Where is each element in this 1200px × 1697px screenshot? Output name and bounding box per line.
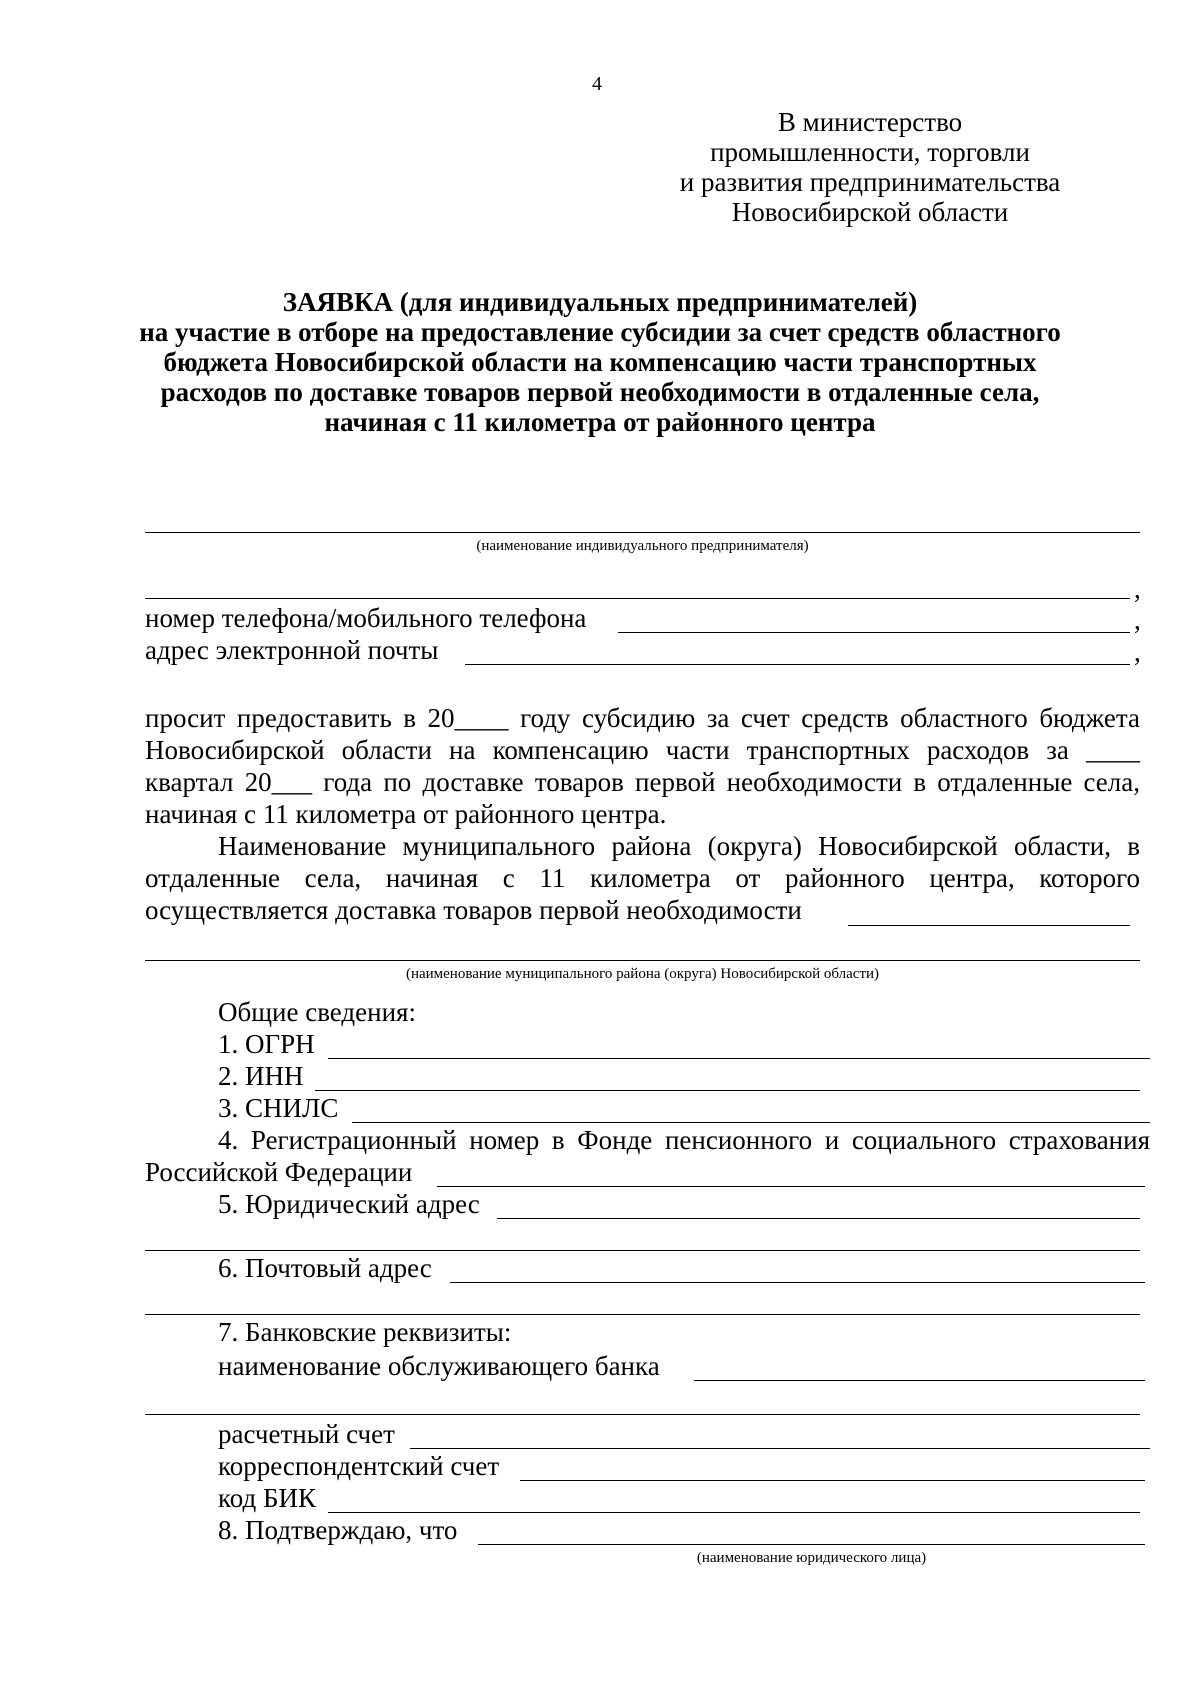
reg-number-field[interactable]	[437, 1186, 1145, 1187]
district-inline-field[interactable]	[848, 925, 1130, 926]
ip-name-caption: (наименование индивидуального предпринимателя)	[476, 538, 809, 554]
reg-number-label: 4. Регистрационный номер в Фонде пенсионного и социального страхования	[218, 1125, 1150, 1155]
title-line: на участие в отборе на предоставление субсидии за счет средств областного	[139, 317, 1061, 347]
reg-number-label-2: Российской Федерации	[145, 1157, 413, 1187]
bank-name-label: наименование обслуживающего банка	[218, 1351, 660, 1381]
snils-field[interactable]	[352, 1122, 1150, 1123]
addressee-line: промышленности, торговли	[710, 137, 1030, 167]
legal-entity-caption: (наименование юридического лица)	[696, 1550, 927, 1566]
bik-label: код БИК	[218, 1483, 316, 1513]
bank-name-field-2[interactable]	[145, 1414, 1140, 1415]
addressee-line: В министерство	[777, 107, 963, 137]
bank-details-heading: 7. Банковские реквизиты:	[218, 1317, 512, 1347]
legal-address-label: 5. Юридический адрес	[218, 1189, 480, 1219]
title-line: ЗАЯВКА (для индивидуальных предпринимателей)	[282, 287, 918, 317]
general-info-heading: Общие сведения:	[218, 997, 416, 1027]
email-field[interactable]	[465, 664, 1130, 665]
correspondent-account-field[interactable]	[520, 1480, 1145, 1481]
legal-address-field[interactable]	[497, 1218, 1140, 1219]
email-label: адрес электронной почты	[145, 635, 439, 665]
ogrn-label: 1. ОГРН	[218, 1029, 315, 1059]
paragraph-line: Наименование муниципального района (округа) Новосибирской области, в	[218, 831, 1140, 861]
paragraph-line: отдаленные села, начиная с 11 километра от районного центра, которого	[145, 863, 1140, 893]
phone-field[interactable]	[618, 632, 1130, 633]
snils-label: 3. СНИЛС	[218, 1093, 339, 1123]
legal-address-field-2[interactable]	[145, 1250, 1140, 1251]
paragraph-line: осуществляется доставка товаров первой необходимости	[145, 895, 802, 925]
settlement-account-field[interactable]	[410, 1448, 1150, 1449]
district-name-line[interactable]	[145, 960, 1140, 961]
paragraph-line: квартал 20___ года по доставке товаров первой необходимости в отдаленные села,	[145, 767, 1140, 797]
bik-field[interactable]	[328, 1512, 1140, 1513]
paragraph-line: просит предоставить в 20____ году субсидию за счет средств областного бюджета	[145, 703, 1140, 733]
bank-name-field[interactable]	[694, 1380, 1145, 1381]
postal-address-field[interactable]	[450, 1282, 1145, 1283]
title-line: начиная с 11 километра от районного центра	[324, 407, 876, 437]
ip-name-line[interactable]	[145, 532, 1140, 533]
district-caption: (наименование муниципального района (округа) Новосибирской области)	[405, 966, 880, 982]
postal-address-field-2[interactable]	[145, 1314, 1140, 1315]
inn-label: 2. ИНН	[218, 1061, 304, 1091]
paragraph-line: Новосибирской области на компенсацию части транспортных расходов за ____	[145, 735, 1140, 765]
correspondent-account-label: корреспондентский счет	[218, 1451, 500, 1481]
ip-name-line-2[interactable]	[145, 598, 1130, 599]
comma: ,	[1134, 605, 1141, 635]
comma: ,	[1134, 637, 1141, 667]
confirm-label: 8. Подтверждаю, что	[218, 1515, 458, 1545]
page-number: 4	[592, 73, 602, 95]
addressee-line: Новосибирской области	[731, 197, 1009, 227]
ogrn-field[interactable]	[328, 1058, 1150, 1059]
comma: ,	[1134, 574, 1141, 604]
phone-label: номер телефона/мобильного телефона	[145, 603, 587, 633]
postal-address-label: 6. Почтовый адрес	[218, 1253, 432, 1283]
inn-field[interactable]	[315, 1090, 1140, 1091]
settlement-account-label: расчетный счет	[218, 1419, 395, 1449]
title-line: расходов по доставке товаров первой необходимости в отдаленные села,	[160, 377, 1040, 407]
addressee-line: и развития предпринимательства	[679, 167, 1061, 197]
title-line: бюджета Новосибирской области на компенсацию части транспортных	[163, 347, 1037, 377]
paragraph-line: начиная с 11 километра от районного центра.	[145, 799, 667, 829]
confirm-field[interactable]	[478, 1544, 1145, 1545]
